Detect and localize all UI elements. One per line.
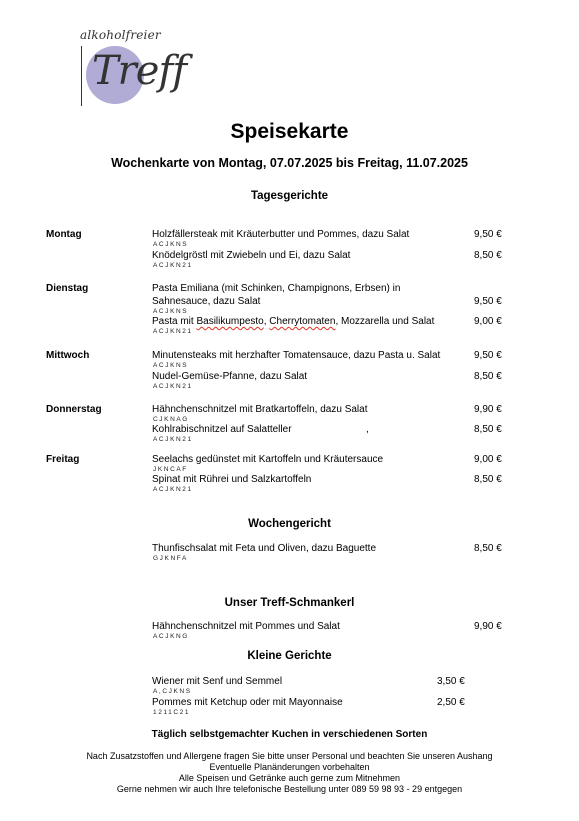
dish-price: 8,50 € bbox=[474, 250, 502, 261]
stray-comma: , bbox=[366, 424, 369, 435]
allergen-codes: ACJKNS bbox=[153, 241, 189, 248]
allergen-codes: ACJKN21 bbox=[153, 436, 193, 443]
logo-big-text: Treff bbox=[92, 48, 187, 94]
dish-name: Pommes mit Ketchup oder mit Mayonnaise bbox=[152, 697, 343, 708]
dish-name: Wiener mit Senf und Semmel bbox=[152, 676, 283, 687]
section-daily: Tagesgerichte bbox=[250, 190, 329, 202]
dish-price: 9,50 € bbox=[474, 229, 502, 240]
dish-name: Seelachs gedünstet mit Kartoffeln und Kräutersauce bbox=[152, 454, 384, 465]
allergen-codes: GJKNFA bbox=[153, 555, 188, 562]
dish-price: 8,50 € bbox=[474, 424, 502, 435]
footer-line: Gerne nehmen wir auch Ihre telefonische Bestellung unter 089 59 98 93 - 29 entgegen bbox=[116, 784, 463, 794]
footer-line: Nach Zusatzstoffen und Allergene fragen Sie bitte unser Personal und beachten Sie unseren Aushang bbox=[86, 751, 493, 761]
allergen-codes: ACJKN21 bbox=[153, 328, 193, 335]
dish-name-line1: Pasta Emiliana (mit Schinken, Champignons, Erbsen) in bbox=[152, 283, 401, 294]
allergen-codes: 1211C21 bbox=[153, 709, 191, 716]
dish-name bbox=[152, 316, 434, 327]
section-small: Kleine Gerichte bbox=[247, 650, 332, 662]
dish-name-part: , Mozzarella und Salat bbox=[335, 316, 435, 327]
day-label-thursday: Donnerstag bbox=[46, 404, 102, 415]
day-label-tuesday: Dienstag bbox=[46, 283, 89, 294]
footer-line: Eventuelle Planänderungen vorbehalten bbox=[209, 762, 370, 772]
allergen-codes: ACJKN21 bbox=[153, 486, 193, 493]
dish-price: 2,50 € bbox=[437, 697, 465, 708]
dish-name: Holzfällersteak mit Kräuterbutter und Pommes, dazu Salat bbox=[152, 229, 410, 240]
page-subtitle: Wochenkarte von Montag, 07.07.2025 bis Freitag, 11.07.2025 bbox=[111, 156, 468, 170]
allergen-codes: ACJKNG bbox=[153, 633, 189, 640]
dish-name: Minutensteaks mit herzhafter Tomatensauce, dazu Pasta u. Salat bbox=[152, 350, 441, 361]
dish-name: Kohlrabischnitzel auf Salatteller bbox=[152, 424, 292, 435]
dish-name-line2: Sahnesauce, dazu Salat bbox=[152, 296, 261, 307]
dish-price: 9,90 € bbox=[474, 404, 502, 415]
cake-note: Täglich selbstgemachter Kuchen in verschiedenen Sorten bbox=[151, 729, 428, 740]
allergen-codes: ACJKN21 bbox=[153, 383, 193, 390]
dish-price: 9,00 € bbox=[474, 454, 502, 465]
allergen-codes: CJKNAG bbox=[153, 416, 189, 423]
allergen-codes: ACJKNS bbox=[153, 308, 189, 315]
dish-name: Hähnchenschnitzel mit Bratkartoffeln, dazu Salat bbox=[152, 404, 368, 415]
allergen-codes: JKNCAF bbox=[153, 466, 188, 473]
dish-price: 3,50 € bbox=[437, 676, 465, 687]
dish-name: Hähnchenschnitzel mit Pommes und Salat bbox=[152, 621, 340, 632]
dish-name-part: , bbox=[263, 316, 270, 327]
page-title: Speisekarte bbox=[230, 120, 349, 143]
dish-price: 9,50 € bbox=[474, 296, 502, 307]
dish-name: Knödelgröstl mit Zwiebeln und Ei, dazu Salat bbox=[152, 250, 351, 261]
dish-price: 9,00 € bbox=[474, 316, 502, 327]
allergen-codes: ACJKNS bbox=[153, 362, 189, 369]
logo-small-text: alkoholfreier bbox=[80, 28, 161, 42]
footer-line: Alle Speisen und Getränke auch gerne zum Mitnehmen bbox=[178, 773, 401, 783]
dish-name: Thunfischsalat mit Feta und Oliven, dazu Baguette bbox=[152, 543, 377, 554]
logo-line bbox=[81, 46, 82, 106]
allergen-codes: ACJKN21 bbox=[153, 262, 193, 269]
day-label-wednesday: Mittwoch bbox=[46, 350, 90, 361]
dish-price: 8,50 € bbox=[474, 543, 502, 554]
dish-name: Spinat mit Rührei und Salzkartoffeln bbox=[152, 474, 312, 485]
section-weekly: Wochengericht bbox=[248, 518, 331, 530]
section-special: Unser Treff-Schmankerl bbox=[224, 597, 355, 609]
dish-price: 8,50 € bbox=[474, 371, 502, 382]
dish-name-part: Pasta mit bbox=[152, 316, 197, 327]
allergen-codes: A,CJKNS bbox=[153, 688, 192, 695]
dish-name-part-spellcheck: Cherrytomaten bbox=[269, 316, 336, 327]
dish-price: 9,90 € bbox=[474, 621, 502, 632]
dish-name: Nudel-Gemüse-Pfanne, dazu Salat bbox=[152, 371, 308, 382]
day-label-friday: Freitag bbox=[46, 454, 80, 465]
dish-price: 9,50 € bbox=[474, 350, 502, 361]
dish-price: 8,50 € bbox=[474, 474, 502, 485]
day-label-monday: Montag bbox=[46, 229, 82, 240]
dish-name-part-spellcheck: Basilikumpesto bbox=[196, 316, 264, 327]
